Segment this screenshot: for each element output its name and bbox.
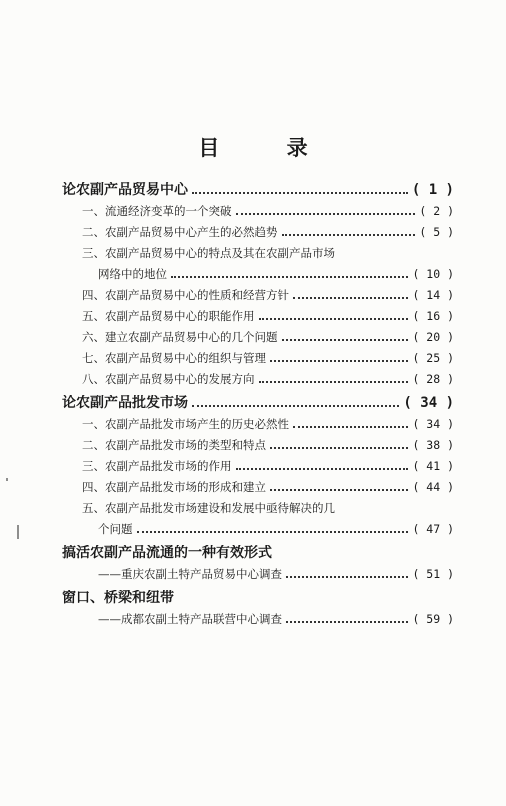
toc-entry xyxy=(62,240,454,261)
toc-section xyxy=(62,178,454,198)
toc-entry xyxy=(62,411,454,432)
toc-entry-text: 二、农副产品贸易中心产生的必然趋势 xyxy=(82,225,278,239)
table-of-contents xyxy=(62,174,454,627)
toc-page-number: ( 38 ) xyxy=(412,438,454,452)
dot-leader xyxy=(286,576,408,578)
toc-page-number: ( 14 ) xyxy=(412,288,454,302)
toc-entry-text: ——成都农副土特产品联营中心调查 xyxy=(98,612,282,626)
dot-leader xyxy=(192,192,408,194)
dot-leader xyxy=(293,297,408,299)
toc-entry-continuation xyxy=(62,561,454,582)
toc-entry-text: 个问题 xyxy=(98,522,133,536)
toc-page-number: ( 44 ) xyxy=(412,480,454,494)
toc-entry-continuation xyxy=(62,606,454,627)
toc-entry-text: 三、农副产品批发市场的作用 xyxy=(82,459,232,473)
toc-entry-text: 三、农副产品贸易中心的特点及其在农副产品市场 xyxy=(82,246,335,260)
toc-entry xyxy=(62,432,454,453)
toc-entry-text: 搞活农副产品流通的一种有效形式 xyxy=(62,545,272,561)
dot-leader xyxy=(286,621,408,623)
toc-page-number: ( 1 ) xyxy=(411,182,454,198)
toc-entry-text: 一、流通经济变革的一个突破 xyxy=(82,204,232,218)
toc-entry-text: 四、农副产品批发市场的形成和建立 xyxy=(82,480,266,494)
toc-page-number: ( 25 ) xyxy=(412,351,454,365)
toc-page-number: ( 34 ) xyxy=(412,417,454,431)
toc-entry xyxy=(62,198,454,219)
toc-entry-text: 二、农副产品批发市场的类型和特点 xyxy=(82,438,266,452)
dot-leader xyxy=(192,405,399,407)
toc-entry-text: 论农副产品批发市场 xyxy=(62,395,188,411)
toc-section xyxy=(62,391,454,411)
dot-leader xyxy=(171,276,408,278)
dot-leader xyxy=(259,318,409,320)
toc-entry xyxy=(62,345,454,366)
toc-page-number: ( 47 ) xyxy=(412,522,454,536)
toc-page-number: ( 34 ) xyxy=(403,395,454,411)
dot-leader xyxy=(270,489,408,491)
dot-leader xyxy=(270,447,408,449)
toc-entry xyxy=(62,366,454,387)
toc-entry xyxy=(62,453,454,474)
scan-mark xyxy=(6,478,8,481)
dot-leader xyxy=(282,339,409,341)
toc-entry-text: 五、农副产品批发市场建设和发展中亟待解决的几 xyxy=(82,501,335,515)
dot-leader xyxy=(137,531,409,533)
toc-entry-text: 一、农副产品批发市场产生的历史必然性 xyxy=(82,417,289,431)
toc-entry-text: 六、建立农副产品贸易中心的几个问题 xyxy=(82,330,278,344)
toc-entry-text: ——重庆农副土特产品贸易中心调查 xyxy=(98,567,282,581)
toc-entry xyxy=(62,303,454,324)
dot-leader xyxy=(236,468,409,470)
toc-page-number: ( 41 ) xyxy=(412,459,454,473)
toc-entry-text: 四、农副产品贸易中心的性质和经营方针 xyxy=(82,288,289,302)
toc-title: 目 录 xyxy=(198,135,338,160)
toc-entry-text: 窗口、桥梁和纽带 xyxy=(62,590,174,606)
toc-page-number: ( 5 ) xyxy=(419,225,454,239)
toc-entry-continuation xyxy=(62,261,454,282)
dot-leader xyxy=(259,381,409,383)
toc-entry-text: 网络中的地位 xyxy=(98,267,167,281)
toc-entry xyxy=(62,324,454,345)
toc-entry xyxy=(62,474,454,495)
dot-leader xyxy=(236,213,416,215)
toc-page-number: ( 2 ) xyxy=(419,204,454,218)
dot-leader xyxy=(270,360,408,362)
toc-section xyxy=(62,541,454,561)
toc-page-number: ( 20 ) xyxy=(412,330,454,344)
toc-entry-text: 五、农副产品贸易中心的职能作用 xyxy=(82,309,255,323)
toc-page-number: ( 10 ) xyxy=(412,267,454,281)
toc-section xyxy=(62,586,454,606)
toc-entry xyxy=(62,282,454,303)
toc-entry xyxy=(62,495,454,516)
toc-entry-continuation xyxy=(62,516,454,537)
dot-leader xyxy=(282,234,416,236)
toc-page-number: ( 59 ) xyxy=(412,612,454,626)
toc-entry xyxy=(62,219,454,240)
toc-page-number: ( 51 ) xyxy=(412,567,454,581)
scan-mark xyxy=(17,525,19,539)
toc-page-number: ( 16 ) xyxy=(412,309,454,323)
toc-entry-text: 八、农副产品贸易中心的发展方向 xyxy=(82,372,255,386)
toc-entry-text: 七、农副产品贸易中心的组织与管理 xyxy=(82,351,266,365)
toc-page-number: ( 28 ) xyxy=(412,372,454,386)
dot-leader xyxy=(293,426,408,428)
toc-entry-text: 论农副产品贸易中心 xyxy=(62,182,188,198)
